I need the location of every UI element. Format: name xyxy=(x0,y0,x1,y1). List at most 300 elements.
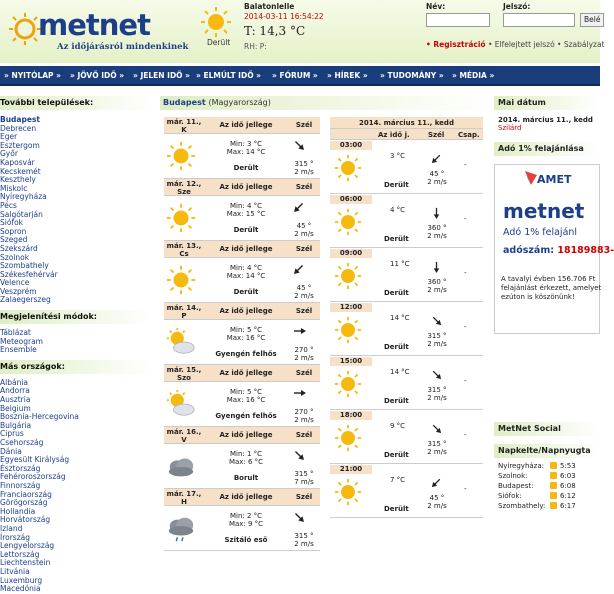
day-date-line: már. 14., xyxy=(166,304,202,312)
settlements-heading: További települések: xyxy=(0,96,152,110)
daily-row xyxy=(164,365,320,427)
sunrise-icon xyxy=(550,482,557,489)
username-input[interactable] xyxy=(426,13,490,27)
hour-summary: Derült xyxy=(384,289,409,297)
day-name: H xyxy=(181,498,187,506)
daily-row xyxy=(164,303,320,365)
wind-speed: 2 m/s xyxy=(427,340,447,348)
password-label: Jelszó: xyxy=(503,2,531,11)
hour-precip: - xyxy=(464,323,467,331)
weather-summary: Gyengén felhős xyxy=(215,350,277,358)
daily-row xyxy=(164,489,320,551)
hour-temp: 14 °C xyxy=(390,314,410,322)
daily-row xyxy=(164,117,320,179)
sunrise-city: Nyíregyháza: xyxy=(498,462,544,470)
metnet-logo[interactable] xyxy=(2,6,192,46)
hour-wind xyxy=(424,332,450,348)
nav-news[interactable]: » HÍREK » xyxy=(327,71,368,80)
humidity-pressure: RH: P: xyxy=(244,42,267,51)
nav-media[interactable]: » MÉDIA » xyxy=(452,71,495,80)
wind-direction: 45 ° xyxy=(296,222,312,230)
min-temp: Min: 4 °C xyxy=(229,264,263,272)
wind-arrow-icon xyxy=(430,152,443,165)
logo-sun-icon xyxy=(8,12,42,46)
country-link[interactable]: Bulgária xyxy=(0,420,32,430)
weather-summary: Derült xyxy=(233,164,259,172)
day-date[interactable] xyxy=(164,242,204,258)
day-name: V xyxy=(181,436,187,444)
wind-speed: 2 m/s xyxy=(427,232,447,240)
country-link[interactable]: Írország xyxy=(0,532,31,542)
sun-icon xyxy=(334,154,362,182)
min-max-temp xyxy=(206,512,286,528)
register-link[interactable]: • Regisztráció xyxy=(426,40,486,49)
day-date-line: már. 13., xyxy=(166,242,202,250)
current-weather-sun-icon xyxy=(200,6,232,38)
day-name: Szo xyxy=(177,374,191,382)
daily-row-body xyxy=(164,134,320,179)
hour-time: 18:00 xyxy=(330,411,372,420)
nameday: Szilárd xyxy=(498,124,522,132)
max-temp: Max: 16 °C xyxy=(226,396,266,404)
day-date-line: már. 11., xyxy=(166,118,202,126)
country-link[interactable]: Bosznia-Hercegovina xyxy=(0,412,79,422)
hourly-row xyxy=(330,302,483,356)
display-mode-link[interactable]: Ensemble xyxy=(0,345,37,355)
day-date[interactable] xyxy=(164,180,204,196)
station-timestamp: 2014-03-11 16:54:22 xyxy=(244,12,324,21)
nav-home[interactable]: » NYITÓLAP » xyxy=(4,71,61,80)
min-temp: Min: 5 °C xyxy=(229,388,263,396)
wind-arrow-icon xyxy=(430,206,443,219)
wind-direction: 315 ° xyxy=(294,160,314,168)
daily-row-body xyxy=(164,506,320,551)
wind-info xyxy=(288,284,320,300)
daily-row xyxy=(164,427,320,489)
hour-time: 03:00 xyxy=(330,141,372,150)
wind-direction: 315 ° xyxy=(427,332,447,340)
hour-precip: - xyxy=(464,377,467,385)
min-temp: Min: 4 °C xyxy=(229,202,263,210)
sun-icon xyxy=(334,208,362,236)
hourly-col-weather: Az idő j. xyxy=(378,131,410,139)
hourly-row xyxy=(330,140,483,194)
wind-speed: 2 m/s xyxy=(294,540,314,548)
tagline: Az időjárásról mindenkinek xyxy=(57,42,189,52)
site-header xyxy=(0,0,605,63)
min-max-temp xyxy=(206,450,286,466)
sunrise-time: 6:03 xyxy=(560,472,576,480)
country-link[interactable]: Ausztria xyxy=(0,395,31,405)
settlement-link[interactable]: Sopron xyxy=(0,226,27,236)
hour-summary: Derült xyxy=(384,181,409,189)
max-temp: Max: 14 °C xyxy=(226,272,266,280)
max-temp: Max: 6 °C xyxy=(228,458,264,466)
sunrise-time: 5:53 xyxy=(560,462,576,470)
max-temp: Max: 16 °C xyxy=(226,334,266,342)
daily-row-header xyxy=(164,427,320,444)
cloud-icon xyxy=(166,451,196,481)
country-link[interactable]: Litvánia xyxy=(0,566,30,576)
hour-wind xyxy=(424,170,450,186)
wind-direction: 360 ° xyxy=(427,278,447,286)
sun-icon xyxy=(334,316,362,344)
weather-summary: Borult xyxy=(233,474,259,482)
wind-arrow-icon xyxy=(292,386,306,400)
col-weather-label: Az idő jellege xyxy=(219,183,273,191)
country-link[interactable]: Franciaország xyxy=(0,489,52,499)
wind-direction: 45 ° xyxy=(429,494,445,502)
wind-speed: 2 m/s xyxy=(294,230,314,238)
wind-direction: 315 ° xyxy=(294,470,314,478)
hourly-col-wind: Szél xyxy=(428,131,445,139)
ad-line1: Adó 1% felajánl xyxy=(503,227,578,238)
daily-row-body xyxy=(164,196,320,241)
wind-arrow-icon xyxy=(292,200,306,214)
wind-speed: 2 m/s xyxy=(427,448,447,456)
sunrise-time: 6:17 xyxy=(560,502,576,510)
hour-wind xyxy=(424,494,450,510)
sunrise-icon xyxy=(550,462,557,469)
wind-speed: 2 m/s xyxy=(427,286,447,294)
settlement-link[interactable]: Kaposvár xyxy=(0,157,35,167)
hourly-row xyxy=(330,248,483,302)
wind-direction: 315 ° xyxy=(294,532,314,540)
hour-temp: 11 °C xyxy=(390,260,410,268)
min-max-temp xyxy=(206,202,286,218)
country-link[interactable]: Luxemburg xyxy=(0,575,43,585)
day-date-line: már. 17., xyxy=(166,490,202,498)
brand-name: metnet xyxy=(38,8,150,42)
wind-info xyxy=(288,532,320,548)
settlement-link[interactable]: Pécs xyxy=(0,200,17,210)
col-wind-label: Szél xyxy=(295,307,313,315)
settlement-link[interactable]: Debrecen xyxy=(0,123,37,133)
country-link[interactable]: Macedónia xyxy=(0,584,41,594)
settlements-list xyxy=(0,116,152,305)
min-max-temp xyxy=(206,264,286,280)
nav-past[interactable]: » ELMÚLT IDŐ » xyxy=(196,71,262,80)
wind-info xyxy=(288,160,320,176)
hour-time: 12:00 xyxy=(330,303,372,312)
col-wind-label: Szél xyxy=(295,369,313,377)
day-date[interactable] xyxy=(164,118,204,134)
nav-science[interactable]: » TUDOMÁNY » xyxy=(380,71,444,80)
daily-row-body xyxy=(164,258,320,303)
country-link[interactable]: Finnország xyxy=(0,480,41,490)
settlement-link[interactable]: Székesfehérvár xyxy=(0,269,58,279)
hourly-column-headers xyxy=(330,129,483,140)
wind-direction: 270 ° xyxy=(294,408,314,416)
sunrise-time: 6:12 xyxy=(560,492,576,500)
sunrise-city: Szombathely: xyxy=(498,502,546,510)
wind-arrow-icon xyxy=(292,510,306,524)
daily-forecast-table xyxy=(164,117,320,551)
country-link[interactable]: Dánia xyxy=(0,446,22,456)
weather-summary: Derült xyxy=(233,226,259,234)
daily-row xyxy=(164,179,320,241)
hour-precip: - xyxy=(464,269,467,277)
country-link[interactable]: Andorra xyxy=(0,386,30,396)
country-link[interactable]: Albánia xyxy=(0,377,29,387)
wind-arrow-icon xyxy=(430,314,443,327)
settlement-link[interactable]: Szombathely xyxy=(0,261,49,271)
sun-icon xyxy=(166,203,196,233)
daily-row-body xyxy=(164,444,320,489)
hourly-date-header: 2014. március 11., kedd xyxy=(330,117,483,129)
wind-arrow-icon xyxy=(292,262,306,276)
country-link[interactable]: Csehország xyxy=(0,438,44,447)
settlement-link[interactable]: Szolnok xyxy=(0,252,30,262)
sunrise-city: Szolnok: xyxy=(498,472,528,480)
settlement-link[interactable]: Veszprém xyxy=(0,286,37,296)
wind-direction: 315 ° xyxy=(427,440,447,448)
city-name: Budapest xyxy=(163,98,206,107)
sun-icon xyxy=(334,478,362,506)
country-link[interactable]: Fehéroroszország xyxy=(0,472,66,482)
date-heading: Mai dátum xyxy=(494,96,600,110)
hour-temp: 9 °C xyxy=(390,422,406,430)
sun-icon xyxy=(334,262,362,290)
wind-speed: 2 m/s xyxy=(427,502,447,510)
hour-temp: 3 °C xyxy=(390,152,406,160)
day-date[interactable] xyxy=(164,304,204,320)
country-link[interactable]: Ciprus xyxy=(0,429,24,439)
country-link[interactable]: Hollandia xyxy=(0,506,36,516)
current-temperature: T: 14,3 °C xyxy=(244,24,306,38)
day-date[interactable] xyxy=(164,428,204,444)
drizzle-icon xyxy=(166,513,196,543)
hour-summary: Derült xyxy=(384,235,409,243)
hourly-col-precip: Csap. xyxy=(458,131,480,139)
hour-precip: - xyxy=(464,485,467,493)
day-name: Cs xyxy=(179,250,189,258)
col-weather-label: Az idő jellege xyxy=(219,369,273,377)
wind-direction: 45 ° xyxy=(429,170,445,178)
col-wind-label: Szél xyxy=(295,431,313,439)
main-nav xyxy=(0,66,600,86)
login-button[interactable]: Belé xyxy=(580,13,604,27)
wind-info xyxy=(288,222,320,238)
settlement-link[interactable]: Miskolc xyxy=(0,183,28,193)
hour-time: 06:00 xyxy=(330,195,372,204)
day-date-line: már. 16., xyxy=(166,428,202,436)
daily-row-header xyxy=(164,117,320,134)
col-wind-label: Szél xyxy=(295,183,313,191)
col-wind-label: Szél xyxy=(295,121,313,129)
country-link[interactable]: Egyesült Királyság xyxy=(0,455,70,465)
weather-summary: Gyengén felhős xyxy=(215,412,277,420)
daily-row-body xyxy=(164,382,320,427)
wind-direction: 270 ° xyxy=(294,346,314,354)
wind-info xyxy=(288,408,320,424)
sun-icon xyxy=(334,370,362,398)
wind-arrow-icon xyxy=(292,138,306,152)
daily-row-header xyxy=(164,179,320,196)
ad-logo-icon xyxy=(525,171,537,185)
ad-description: A tavalyi évben 156.706 Ft felajánlást érkezett, amelyet ezúton is köszönünk! xyxy=(501,275,602,301)
sunrise-list xyxy=(494,461,600,511)
day-name: P xyxy=(181,312,187,320)
hour-temp: 4 °C xyxy=(390,206,406,214)
hourly-forecast-table xyxy=(330,117,483,518)
username-label: Név: xyxy=(426,2,446,11)
country-name: (Magyarország) xyxy=(208,98,271,107)
settlement-link[interactable]: Siófok xyxy=(0,218,24,228)
country-link[interactable]: Lengyelország xyxy=(0,541,55,551)
hourly-row xyxy=(330,464,483,518)
settlement-link[interactable]: Salgótarján xyxy=(0,209,43,219)
sunrise-icon xyxy=(550,472,557,479)
wind-speed: 2 m/s xyxy=(427,178,447,186)
display-mode-link[interactable]: Táblázat xyxy=(0,328,31,338)
nav-forecast[interactable]: » JÖVŐ IDŐ » xyxy=(70,71,125,80)
min-temp: Min: 1 °C xyxy=(229,450,263,458)
account-links xyxy=(426,40,605,49)
current-weather-label: Derült xyxy=(207,38,231,47)
weather-summary: Szitáló eső xyxy=(224,536,268,544)
max-temp: Max: 15 °C xyxy=(226,210,266,218)
hour-wind xyxy=(424,440,450,456)
sunrise-row xyxy=(494,501,600,511)
country-link[interactable]: Észtország xyxy=(0,463,41,473)
countries-heading: Más országok: xyxy=(0,360,152,374)
settlement-link[interactable]: Szekszárd xyxy=(0,243,38,253)
wind-arrow-icon xyxy=(292,448,306,462)
hourly-row xyxy=(330,194,483,248)
settlement-link[interactable]: Budapest xyxy=(0,115,40,124)
country-link[interactable]: Izland xyxy=(0,523,23,533)
sun-icon xyxy=(166,141,196,171)
wind-direction: 315 ° xyxy=(427,386,447,394)
sunrise-row xyxy=(494,471,600,481)
daily-row-body xyxy=(164,320,320,365)
settlement-link[interactable]: Esztergom xyxy=(0,140,40,150)
wind-arrow-icon xyxy=(430,422,443,435)
wind-info xyxy=(288,346,320,362)
display-modes-list xyxy=(0,329,152,355)
nav-current[interactable]: » JELEN IDŐ » xyxy=(133,71,191,80)
daily-row-header xyxy=(164,241,320,258)
weather-summary: Derült xyxy=(233,288,259,296)
hour-time: 09:00 xyxy=(330,249,372,258)
sunrise-row xyxy=(494,461,600,471)
day-date-line: már. 15., xyxy=(166,366,202,374)
donation-heading: Adó 1% felajánlása xyxy=(494,142,600,156)
hourly-row xyxy=(330,356,483,410)
settlement-link[interactable]: Eger xyxy=(0,132,18,142)
min-max-temp xyxy=(206,388,286,404)
settlement-link[interactable]: Szeged xyxy=(0,235,28,245)
day-name: Sze xyxy=(177,188,191,196)
display-mode-link[interactable]: Meteogram xyxy=(0,336,43,346)
daily-row-header xyxy=(164,489,320,506)
col-wind-label: Szél xyxy=(295,245,313,253)
min-temp: Min: 3 °C xyxy=(229,140,263,148)
settlement-link[interactable]: Kecskemét xyxy=(0,166,41,176)
sunrise-icon xyxy=(550,502,557,509)
wind-direction: 45 ° xyxy=(296,284,312,292)
sun-icon xyxy=(334,424,362,452)
country-link[interactable]: Horvátország xyxy=(0,515,51,525)
donation-banner[interactable] xyxy=(494,164,614,334)
country-link[interactable]: Belgium xyxy=(0,403,31,413)
wind-speed: 2 m/s xyxy=(294,416,314,424)
col-weather-label: Az idő jellege xyxy=(219,307,273,315)
wind-arrow-icon xyxy=(430,260,443,273)
hour-temp: 7 °C xyxy=(390,476,406,484)
sunrise-city: Siófok: xyxy=(498,492,522,500)
daily-row-header xyxy=(164,303,320,320)
day-name: K xyxy=(181,126,187,134)
country-link[interactable]: Lettország xyxy=(0,549,40,559)
min-max-temp xyxy=(206,326,286,342)
hour-precip: - xyxy=(464,161,467,169)
ad-top-text: AMET xyxy=(537,173,572,186)
sunrise-row xyxy=(494,491,600,501)
display-modes-heading: Megjelenítési módok: xyxy=(0,310,152,324)
password-input[interactable] xyxy=(503,13,575,27)
country-link[interactable]: Liechtenstein xyxy=(0,558,51,568)
hour-precip: - xyxy=(464,215,467,223)
wind-speed: 2 m/s xyxy=(427,394,447,402)
wind-arrow-icon xyxy=(430,476,443,489)
rules-link[interactable]: • Szabályzat xyxy=(557,40,605,49)
forgot-password-link[interactable]: • Elfelejtett jelszó xyxy=(487,40,555,49)
settlement-link[interactable]: Nyíregyháza xyxy=(0,192,47,202)
col-weather-label: Az idő jellege xyxy=(219,431,273,439)
right-sidebar xyxy=(494,96,614,560)
hour-precip: - xyxy=(464,431,467,439)
countries-list xyxy=(0,379,152,594)
hour-summary: Derült xyxy=(384,505,409,513)
hour-time: 21:00 xyxy=(330,465,372,474)
max-temp: Max: 14 °C xyxy=(226,148,266,156)
sunrise-row xyxy=(494,481,600,491)
settlement-link[interactable]: Keszthely xyxy=(0,175,36,185)
daily-row-header xyxy=(164,365,320,382)
sunrise-heading: Napkelte/Napnyugta xyxy=(494,444,600,458)
min-max-temp xyxy=(206,140,286,156)
settlement-link[interactable]: Győr xyxy=(0,149,18,159)
today-date: 2014. március 11., kedd xyxy=(498,116,593,124)
hour-wind xyxy=(424,224,450,240)
location-heading xyxy=(160,96,488,110)
left-sidebar xyxy=(0,96,152,594)
ad-brand: metnet xyxy=(503,199,585,223)
sunrise-icon xyxy=(550,492,557,499)
hour-summary: Derült xyxy=(384,343,409,351)
wind-arrow-icon xyxy=(430,368,443,381)
ad-tax-number: adószám: 18189883- xyxy=(503,245,614,256)
wind-speed: 7 m/s xyxy=(294,478,314,486)
day-date[interactable] xyxy=(164,366,204,382)
sunrise-time: 6:08 xyxy=(560,482,576,490)
nav-forum[interactable]: » FÓRUM » xyxy=(272,71,318,80)
hour-summary: Derült xyxy=(384,397,409,405)
hour-time: 15:00 xyxy=(330,357,372,366)
col-wind-label: Szél xyxy=(295,493,313,501)
country-link[interactable]: Görögország xyxy=(0,498,48,508)
hour-summary: Derült xyxy=(384,451,409,459)
station-name[interactable]: Balatonlelle xyxy=(244,2,295,11)
hourly-row xyxy=(330,410,483,464)
hour-wind xyxy=(424,386,450,402)
settlement-link[interactable]: Zalaegerszeg xyxy=(0,295,51,305)
sun-cloud-icon xyxy=(166,327,196,357)
day-date[interactable] xyxy=(164,490,204,506)
settlement-link[interactable]: Velence xyxy=(0,278,30,288)
